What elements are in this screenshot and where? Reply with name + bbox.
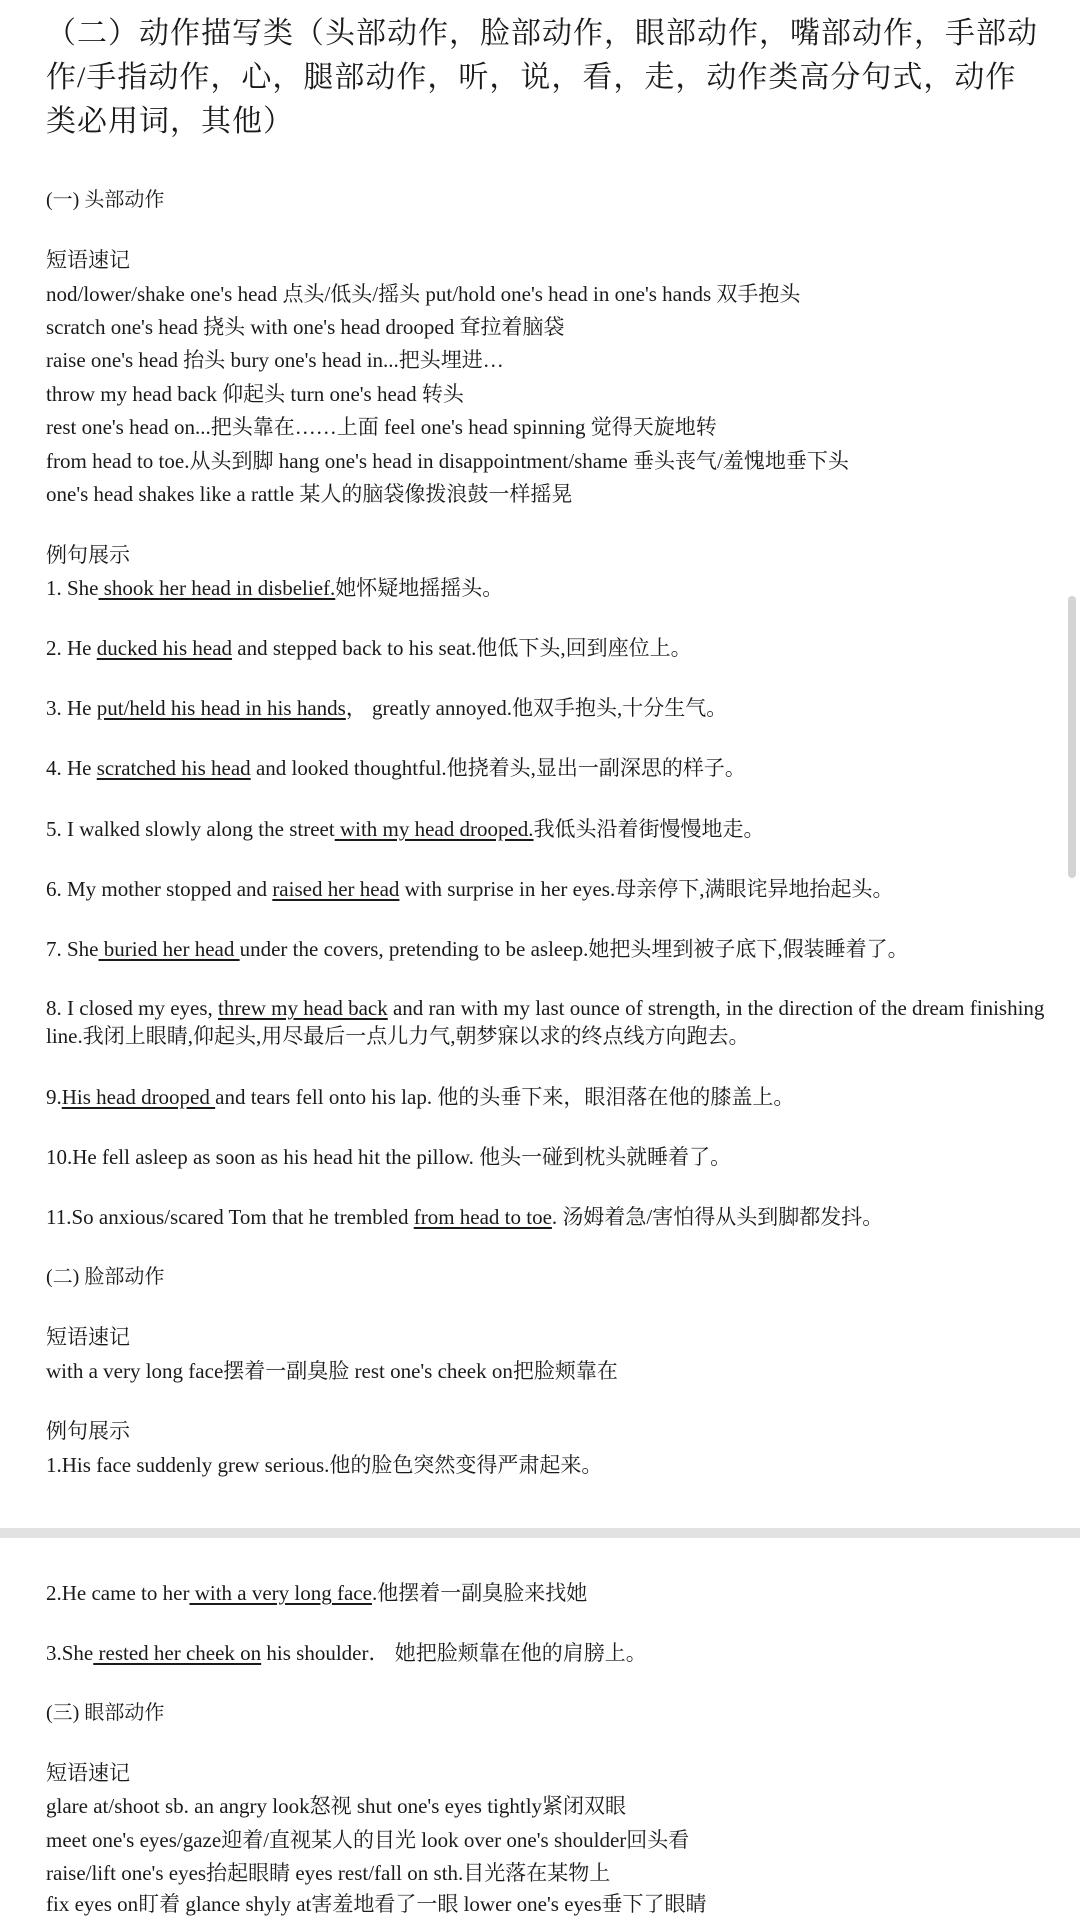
- phrase-line: glare at/shoot sb. an angry look怒视 shut one's eyes tightly紧闭双眼: [46, 1794, 627, 1818]
- example-sentence: 5. I walked slowly along the street with my head drooped.我低头沿着街慢慢地走。: [46, 817, 765, 841]
- phrases-label: 短语速记: [46, 1761, 130, 1785]
- phrase-line: throw my head back 仰起头 turn one's head 转头: [46, 382, 464, 406]
- examples-label: 例句展示: [46, 1419, 130, 1443]
- example-sentence: 2.He came to her with a very long face.他摆着一副臭脸来找她: [46, 1581, 588, 1605]
- phrase-line: from head to toe.从头到脚 hang one's head in disappointment/shame 垂头丧气/羞愧地垂下头: [46, 449, 849, 473]
- phrase-line: scratch one's head 挠头 with one's head drooped 耷拉着脑袋: [46, 315, 565, 339]
- phrases-label: 短语速记: [46, 248, 130, 272]
- section-heading-head: (一) 头部动作: [46, 189, 165, 211]
- example-sentence: 4. He scratched his head and looked thoughtful.他挠着头,显出一副深思的样子。: [46, 756, 746, 780]
- phrases-label: 短语速记: [46, 1325, 130, 1349]
- phrase-line: one's head shakes like a rattle 某人的脑袋像拨浪鼓一样摇晃: [46, 482, 573, 506]
- example-sentence: 3.She rested her cheek on his shoulder． 她把脸颊靠在他的肩膀上。: [46, 1641, 647, 1665]
- examples-label: 例句展示: [46, 543, 130, 567]
- phrase-line: fix eyes on盯着 glance shyly at害羞地看了一眼 lower one's eyes垂下了眼睛: [46, 1892, 707, 1916]
- example-sentence: 2. He ducked his head and stepped back to his seat.他低下头,回到座位上。: [46, 636, 692, 660]
- example-sentence: 10.He fell asleep as soon as his head hit the pillow. 他头一碰到枕头就睡着了。: [46, 1145, 732, 1169]
- section-heading-face: (二) 脸部动作: [46, 1266, 165, 1288]
- section-heading-eyes: (三) 眼部动作: [46, 1702, 165, 1724]
- phrase-line: meet one's eyes/gaze迎着/直视某人的目光 look over one's shoulder回头看: [46, 1828, 690, 1852]
- phrase-line: raise one's head 抬头 bury one's head in...把头埋进…: [46, 348, 504, 372]
- example-sentence: 6. My mother stopped and raised her head with surprise in her eyes.母亲停下,满眼诧异地抬起头。: [46, 877, 894, 901]
- phrase-line: nod/lower/shake one's head 点头/低头/摇头 put/hold one's head in one's hands 双手抱头: [46, 282, 801, 306]
- example-sentence: 9.His head drooped and tears fell onto his lap. 他的头垂下来，眼泪落在他的膝盖上。: [46, 1085, 795, 1109]
- phrase-line: raise/lift one's eyes抬起眼睛 eyes rest/fall on sth.目光落在某物上: [46, 1861, 611, 1885]
- phrase-line: with a very long face摆着一副臭脸 rest one's cheek on把脸颊靠在: [46, 1359, 618, 1383]
- example-sentence: 3. He put/held his head in his hands， greatly annoyed.他双手抱头,十分生气。: [46, 696, 728, 720]
- page-title: （二）动作描写类（头部动作，脸部动作，眼部动作，嘴部动作，手部动作/手指动作，心，腿部动作，听，说，看，走，动作类高分句式，动作类必用词，其他）: [46, 17, 1038, 138]
- example-sentence: 11.So anxious/scared Tom that he trembled from head to toe. 汤姆着急/害怕得从头到脚都发抖。: [46, 1205, 884, 1229]
- page-divider: [0, 1528, 1080, 1538]
- example-sentence: 1.His face suddenly grew serious.他的脸色突然变得严肃起来。: [46, 1453, 603, 1477]
- example-sentence: 8. I closed my eyes, threw my head back and ran with my last ounce of strength, in the direction of the dream finishing line.我闭上眼睛,仰起头,用尽最后一点儿力气,朝梦寐以求的终点线方向跑去。: [46, 996, 1045, 1048]
- vertical-scrollbar[interactable]: [1068, 596, 1076, 878]
- phrase-line: rest one's head on...把头靠在……上面 feel one's head spinning 觉得天旋地转: [46, 415, 717, 439]
- example-sentence: 7. She buried her head under the covers, pretending to be asleep.她把头埋到被子底下,假装睡着了。: [46, 937, 909, 961]
- example-sentence: 1. She shook her head in disbelief.她怀疑地摇摇头。: [46, 576, 504, 600]
- document-page-2: [0, 1538, 1080, 1916]
